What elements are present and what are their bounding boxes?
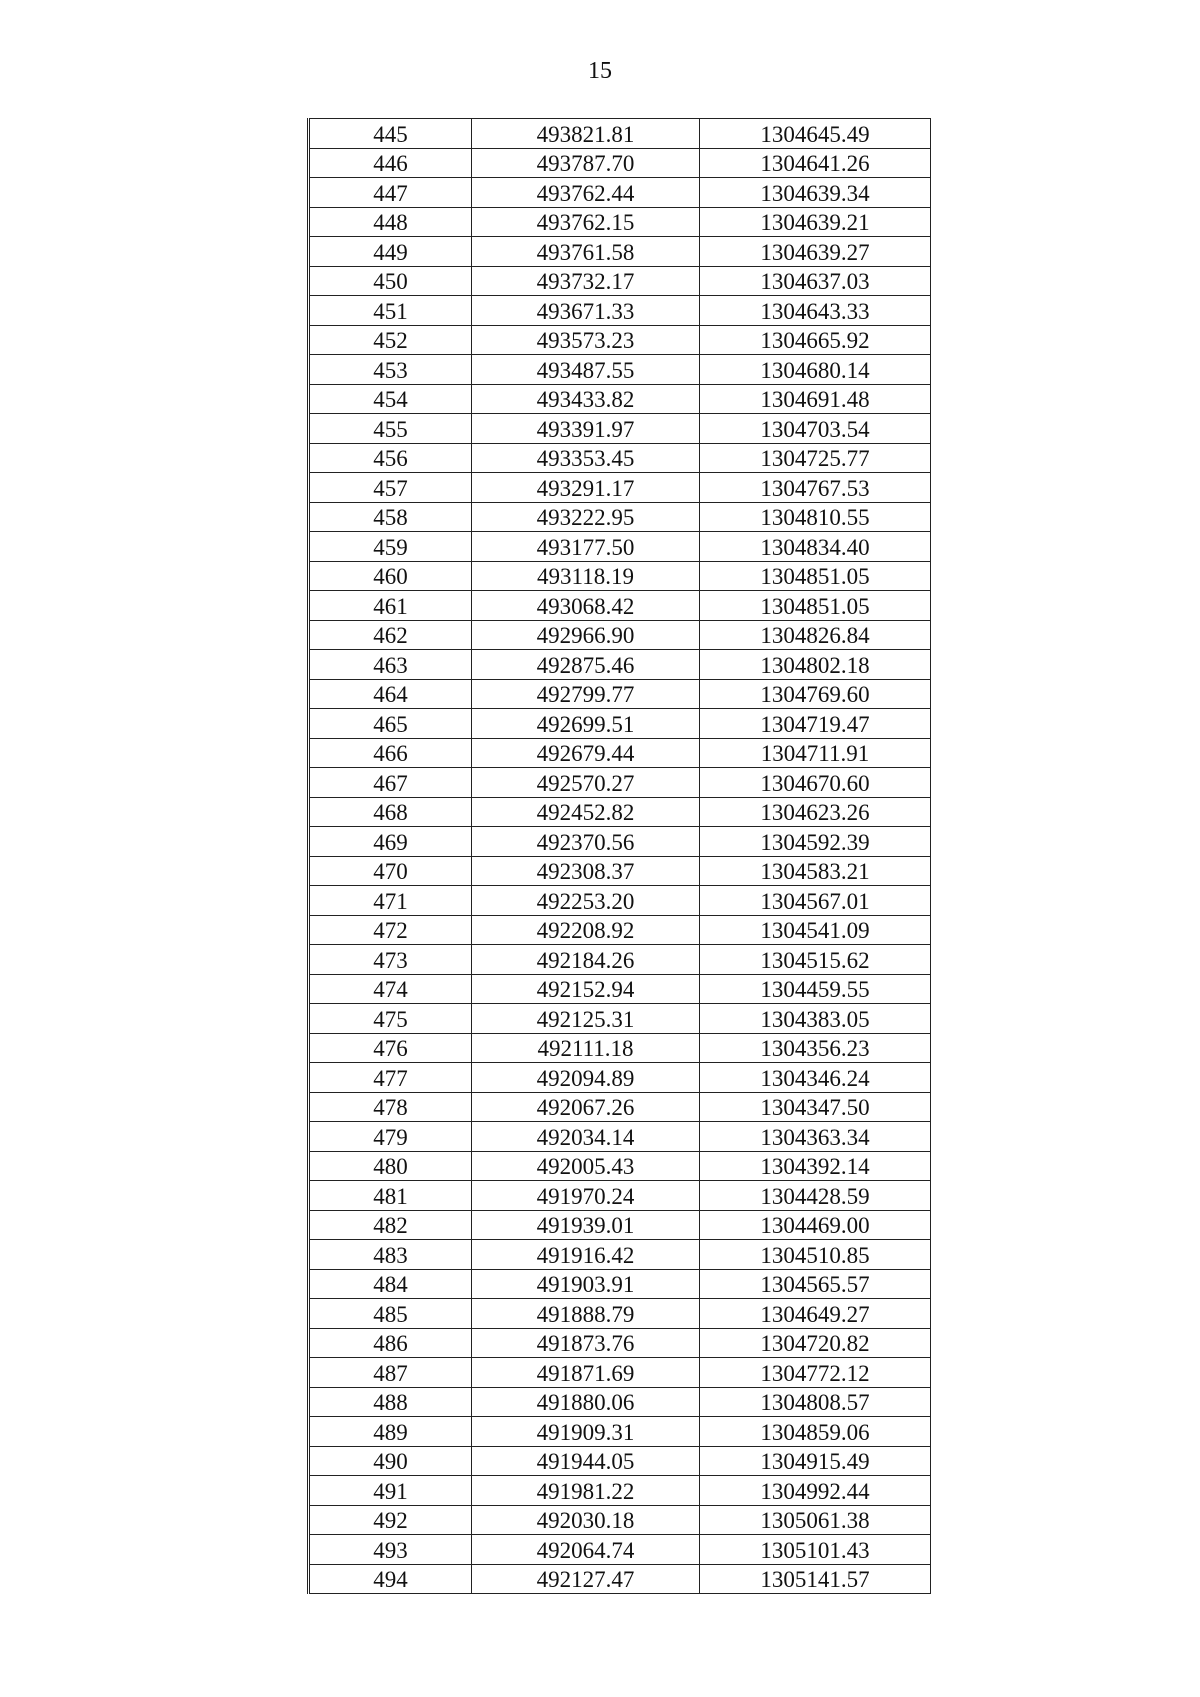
point-number-cell: 475 <box>309 1004 472 1034</box>
point-number-cell: 467 <box>309 768 472 798</box>
y-coordinate-cell: 1304643.33 <box>700 296 931 326</box>
y-coordinate-cell: 1304583.21 <box>700 856 931 886</box>
y-coordinate-cell: 1304515.62 <box>700 945 931 975</box>
point-number-cell: 480 <box>309 1151 472 1181</box>
point-number-cell: 482 <box>309 1210 472 1240</box>
y-coordinate-cell: 1304645.49 <box>700 119 931 149</box>
x-coordinate-cell: 491944.05 <box>472 1446 700 1476</box>
x-coordinate-cell: 492111.18 <box>472 1033 700 1063</box>
point-number-cell: 481 <box>309 1181 472 1211</box>
table-row <box>309 384 931 414</box>
x-coordinate-cell: 491970.24 <box>472 1181 700 1211</box>
y-coordinate-cell: 1304851.05 <box>700 561 931 591</box>
table-row <box>309 502 931 532</box>
point-number-cell: 469 <box>309 827 472 857</box>
y-coordinate-cell: 1304469.00 <box>700 1210 931 1240</box>
point-number-cell: 465 <box>309 709 472 739</box>
y-coordinate-cell: 1304639.34 <box>700 178 931 208</box>
table-row <box>309 532 931 562</box>
point-number-cell: 456 <box>309 443 472 473</box>
point-number-cell: 449 <box>309 237 472 267</box>
table-row <box>309 119 931 149</box>
point-number-cell: 445 <box>309 119 472 149</box>
table-row <box>309 296 931 326</box>
point-number-cell: 468 <box>309 797 472 827</box>
table-row <box>309 1535 931 1565</box>
point-number-cell: 487 <box>309 1358 472 1388</box>
x-coordinate-cell: 491981.22 <box>472 1476 700 1506</box>
x-coordinate-cell: 493068.42 <box>472 591 700 621</box>
table-row <box>309 856 931 886</box>
table-row <box>309 1240 931 1270</box>
x-coordinate-cell: 492030.18 <box>472 1505 700 1535</box>
page-number: 15 <box>588 58 612 84</box>
y-coordinate-cell: 1304363.34 <box>700 1122 931 1152</box>
x-coordinate-cell: 492067.26 <box>472 1092 700 1122</box>
point-number-cell: 458 <box>309 502 472 532</box>
y-coordinate-cell: 1304346.24 <box>700 1063 931 1093</box>
point-number-cell: 485 <box>309 1299 472 1329</box>
point-number-cell: 461 <box>309 591 472 621</box>
y-coordinate-cell: 1304665.92 <box>700 325 931 355</box>
point-number-cell: 453 <box>309 355 472 385</box>
y-coordinate-cell: 1304808.57 <box>700 1387 931 1417</box>
y-coordinate-cell: 1304383.05 <box>700 1004 931 1034</box>
y-coordinate-cell: 1304725.77 <box>700 443 931 473</box>
x-coordinate-cell: 492005.43 <box>472 1151 700 1181</box>
x-coordinate-cell: 492699.51 <box>472 709 700 739</box>
y-coordinate-cell: 1304767.53 <box>700 473 931 503</box>
y-coordinate-cell: 1304769.60 <box>700 679 931 709</box>
table-row <box>309 1358 931 1388</box>
x-coordinate-cell: 491873.76 <box>472 1328 700 1358</box>
table-row <box>309 709 931 739</box>
table-row <box>309 1505 931 1535</box>
y-coordinate-cell: 1304541.09 <box>700 915 931 945</box>
y-coordinate-cell: 1304567.01 <box>700 886 931 916</box>
y-coordinate-cell: 1304691.48 <box>700 384 931 414</box>
table-row <box>309 1004 931 1034</box>
x-coordinate-cell: 492127.47 <box>472 1564 700 1594</box>
point-number-cell: 446 <box>309 148 472 178</box>
x-coordinate-cell: 491916.42 <box>472 1240 700 1270</box>
y-coordinate-cell: 1304772.12 <box>700 1358 931 1388</box>
table-row <box>309 620 931 650</box>
y-coordinate-cell: 1304649.27 <box>700 1299 931 1329</box>
y-coordinate-cell: 1304711.91 <box>700 738 931 768</box>
point-number-cell: 455 <box>309 414 472 444</box>
table-row <box>309 1151 931 1181</box>
table-row <box>309 414 931 444</box>
point-number-cell: 459 <box>309 532 472 562</box>
coordinates-table <box>307 118 931 1594</box>
x-coordinate-cell: 492875.46 <box>472 650 700 680</box>
x-coordinate-cell: 492370.56 <box>472 827 700 857</box>
point-number-cell: 470 <box>309 856 472 886</box>
point-number-cell: 476 <box>309 1033 472 1063</box>
x-coordinate-cell: 493487.55 <box>472 355 700 385</box>
y-coordinate-cell: 1304637.03 <box>700 266 931 296</box>
y-coordinate-cell: 1304851.05 <box>700 591 931 621</box>
x-coordinate-cell: 492452.82 <box>472 797 700 827</box>
table-row <box>309 1092 931 1122</box>
x-coordinate-cell: 493671.33 <box>472 296 700 326</box>
x-coordinate-cell: 493118.19 <box>472 561 700 591</box>
table-row <box>309 650 931 680</box>
x-coordinate-cell: 491871.69 <box>472 1358 700 1388</box>
x-coordinate-cell: 493291.17 <box>472 473 700 503</box>
x-coordinate-cell: 492152.94 <box>472 974 700 1004</box>
x-coordinate-cell: 491909.31 <box>472 1417 700 1447</box>
x-coordinate-cell: 492064.74 <box>472 1535 700 1565</box>
point-number-cell: 460 <box>309 561 472 591</box>
point-number-cell: 491 <box>309 1476 472 1506</box>
y-coordinate-cell: 1304623.26 <box>700 797 931 827</box>
point-number-cell: 474 <box>309 974 472 1004</box>
y-coordinate-cell: 1304565.57 <box>700 1269 931 1299</box>
y-coordinate-cell: 1304510.85 <box>700 1240 931 1270</box>
point-number-cell: 477 <box>309 1063 472 1093</box>
point-number-cell: 493 <box>309 1535 472 1565</box>
table-row <box>309 561 931 591</box>
y-coordinate-cell: 1304810.55 <box>700 502 931 532</box>
x-coordinate-cell: 491880.06 <box>472 1387 700 1417</box>
x-coordinate-cell: 493391.97 <box>472 414 700 444</box>
point-number-cell: 483 <box>309 1240 472 1270</box>
table-row <box>309 738 931 768</box>
x-coordinate-cell: 492308.37 <box>472 856 700 886</box>
table-row <box>309 1328 931 1358</box>
table-row <box>309 1122 931 1152</box>
y-coordinate-cell: 1304670.60 <box>700 768 931 798</box>
x-coordinate-cell: 492184.26 <box>472 945 700 975</box>
x-coordinate-cell: 491888.79 <box>472 1299 700 1329</box>
table-row <box>309 1446 931 1476</box>
y-coordinate-cell: 1304703.54 <box>700 414 931 444</box>
x-coordinate-cell: 493821.81 <box>472 119 700 149</box>
y-coordinate-cell: 1304459.55 <box>700 974 931 1004</box>
point-number-cell: 471 <box>309 886 472 916</box>
y-coordinate-cell: 1304680.14 <box>700 355 931 385</box>
y-coordinate-cell: 1305141.57 <box>700 1564 931 1594</box>
table-row <box>309 797 931 827</box>
x-coordinate-cell: 491939.01 <box>472 1210 700 1240</box>
point-number-cell: 451 <box>309 296 472 326</box>
table-row <box>309 1299 931 1329</box>
x-coordinate-cell: 493177.50 <box>472 532 700 562</box>
point-number-cell: 472 <box>309 915 472 945</box>
point-number-cell: 492 <box>309 1505 472 1535</box>
point-number-cell: 466 <box>309 738 472 768</box>
point-number-cell: 463 <box>309 650 472 680</box>
table-row <box>309 355 931 385</box>
point-number-cell: 450 <box>309 266 472 296</box>
table-row <box>309 473 931 503</box>
x-coordinate-cell: 493762.44 <box>472 178 700 208</box>
table-row <box>309 1181 931 1211</box>
table-row <box>309 1417 931 1447</box>
coordinates-table-body <box>309 119 931 1594</box>
y-coordinate-cell: 1304834.40 <box>700 532 931 562</box>
y-coordinate-cell: 1304992.44 <box>700 1476 931 1506</box>
x-coordinate-cell: 492799.77 <box>472 679 700 709</box>
table-row <box>309 178 931 208</box>
x-coordinate-cell: 493787.70 <box>472 148 700 178</box>
table-row <box>309 1063 931 1093</box>
point-number-cell: 490 <box>309 1446 472 1476</box>
x-coordinate-cell: 493573.23 <box>472 325 700 355</box>
x-coordinate-cell: 493353.45 <box>472 443 700 473</box>
table-row <box>309 1476 931 1506</box>
x-coordinate-cell: 491903.91 <box>472 1269 700 1299</box>
point-number-cell: 473 <box>309 945 472 975</box>
y-coordinate-cell: 1304392.14 <box>700 1151 931 1181</box>
y-coordinate-cell: 1304826.84 <box>700 620 931 650</box>
y-coordinate-cell: 1304639.21 <box>700 207 931 237</box>
x-coordinate-cell: 492125.31 <box>472 1004 700 1034</box>
y-coordinate-cell: 1304720.82 <box>700 1328 931 1358</box>
x-coordinate-cell: 493433.82 <box>472 384 700 414</box>
y-coordinate-cell: 1304719.47 <box>700 709 931 739</box>
y-coordinate-cell: 1304592.39 <box>700 827 931 857</box>
point-number-cell: 457 <box>309 473 472 503</box>
y-coordinate-cell: 1304802.18 <box>700 650 931 680</box>
y-coordinate-cell: 1304915.49 <box>700 1446 931 1476</box>
table-row <box>309 591 931 621</box>
point-number-cell: 464 <box>309 679 472 709</box>
x-coordinate-cell: 492570.27 <box>472 768 700 798</box>
point-number-cell: 484 <box>309 1269 472 1299</box>
y-coordinate-cell: 1304428.59 <box>700 1181 931 1211</box>
table-row <box>309 679 931 709</box>
table-row <box>309 886 931 916</box>
y-coordinate-cell: 1304641.26 <box>700 148 931 178</box>
table-row <box>309 768 931 798</box>
point-number-cell: 478 <box>309 1092 472 1122</box>
point-number-cell: 448 <box>309 207 472 237</box>
table-row <box>309 1269 931 1299</box>
table-row <box>309 237 931 267</box>
point-number-cell: 452 <box>309 325 472 355</box>
table-row <box>309 945 931 975</box>
point-number-cell: 479 <box>309 1122 472 1152</box>
x-coordinate-cell: 492208.92 <box>472 915 700 945</box>
table-row <box>309 1564 931 1594</box>
y-coordinate-cell: 1304639.27 <box>700 237 931 267</box>
x-coordinate-cell: 493762.15 <box>472 207 700 237</box>
y-coordinate-cell: 1305061.38 <box>700 1505 931 1535</box>
x-coordinate-cell: 493761.58 <box>472 237 700 267</box>
point-number-cell: 489 <box>309 1417 472 1447</box>
table-row <box>309 207 931 237</box>
table-row <box>309 1387 931 1417</box>
x-coordinate-cell: 492679.44 <box>472 738 700 768</box>
point-number-cell: 494 <box>309 1564 472 1594</box>
y-coordinate-cell: 1304347.50 <box>700 1092 931 1122</box>
x-coordinate-cell: 492253.20 <box>472 886 700 916</box>
point-number-cell: 486 <box>309 1328 472 1358</box>
point-number-cell: 447 <box>309 178 472 208</box>
table-row <box>309 148 931 178</box>
table-row <box>309 325 931 355</box>
y-coordinate-cell: 1305101.43 <box>700 1535 931 1565</box>
table-row <box>309 443 931 473</box>
x-coordinate-cell: 492034.14 <box>472 1122 700 1152</box>
point-number-cell: 462 <box>309 620 472 650</box>
y-coordinate-cell: 1304356.23 <box>700 1033 931 1063</box>
table-row <box>309 1033 931 1063</box>
table-row <box>309 827 931 857</box>
x-coordinate-cell: 493222.95 <box>472 502 700 532</box>
table-row <box>309 1210 931 1240</box>
x-coordinate-cell: 492966.90 <box>472 620 700 650</box>
point-number-cell: 488 <box>309 1387 472 1417</box>
table-row <box>309 266 931 296</box>
x-coordinate-cell: 492094.89 <box>472 1063 700 1093</box>
table-row <box>309 974 931 1004</box>
y-coordinate-cell: 1304859.06 <box>700 1417 931 1447</box>
table-row <box>309 915 931 945</box>
x-coordinate-cell: 493732.17 <box>472 266 700 296</box>
point-number-cell: 454 <box>309 384 472 414</box>
